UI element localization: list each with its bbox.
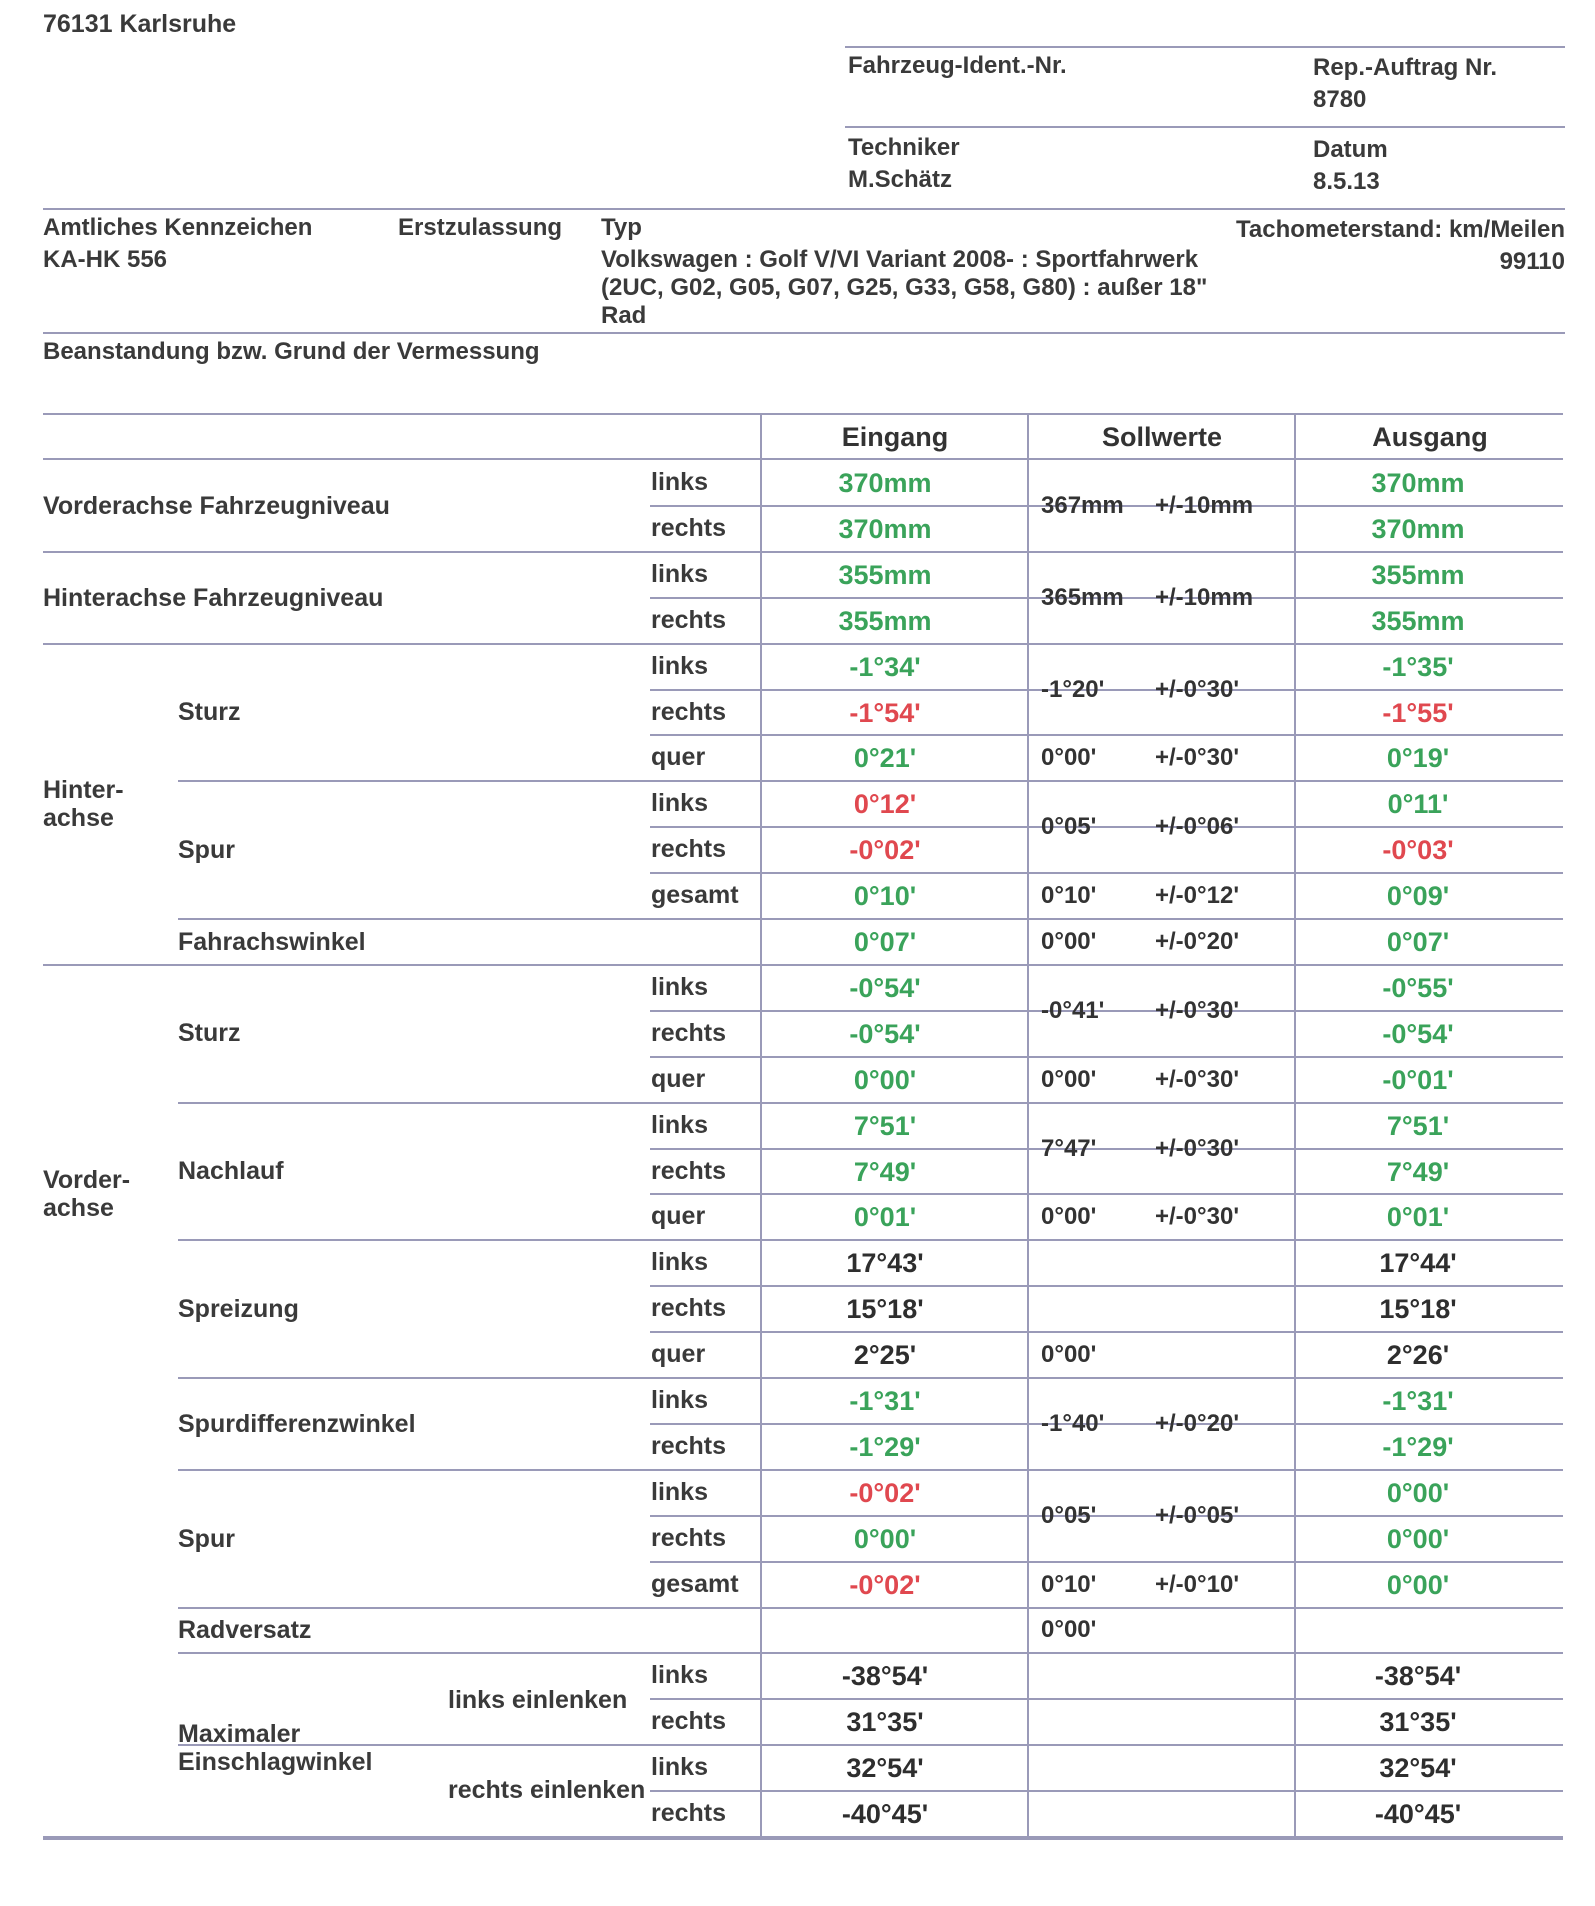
output-value: -0°03' <box>1382 835 1454 866</box>
input-value: -0°02' <box>849 835 921 866</box>
address: 76131 Karlsruhe <box>43 10 237 38</box>
input-value: 0°00' <box>853 1064 917 1095</box>
side-label: links <box>651 651 708 680</box>
column-output-header: Ausgang <box>1372 422 1488 452</box>
spec-nominal: 0°00' <box>1041 744 1097 772</box>
spec-nominal: 367mm <box>1041 491 1124 519</box>
spec-tolerance: +/-0°12' <box>1155 882 1240 910</box>
spec-tolerance: +/-10mm <box>1155 491 1254 519</box>
side-label: quer <box>651 1340 706 1369</box>
input-value: 0°00' <box>853 1523 917 1554</box>
input-value: -1°29' <box>849 1431 921 1462</box>
input-value: -1°54' <box>849 697 921 728</box>
row-divider <box>650 1515 1563 1517</box>
output-value: -0°54' <box>1382 1018 1454 1049</box>
output-value: 17°44' <box>1379 1248 1457 1279</box>
kingpin-inclination-label: Spreizung <box>178 1295 299 1323</box>
spec-tolerance: +/-0°30' <box>1155 744 1240 772</box>
row-divider <box>43 964 1563 966</box>
side-label: links <box>651 972 708 1001</box>
row-divider <box>43 551 1563 553</box>
side-label: links <box>651 1661 708 1690</box>
spec-tolerance: +/-0°30' <box>1155 675 1240 703</box>
output-value: 15°18' <box>1379 1294 1457 1325</box>
technician-value: M.Schätz <box>848 166 953 193</box>
toe-out-on-turns-label: Spurdifferenzwinkel <box>178 1410 416 1438</box>
divider <box>845 126 1565 128</box>
output-value: 32°54' <box>1379 1753 1457 1784</box>
output-value: 0°09' <box>1386 881 1450 912</box>
front-axle-label-line-1: Vorder- <box>43 1166 131 1194</box>
output-value: -1°55' <box>1382 697 1454 728</box>
output-value: 355mm <box>1371 559 1465 590</box>
column-input-header: Eingang <box>841 422 949 452</box>
front-camber-label: Sturz <box>178 1019 241 1047</box>
front-toe-label: Spur <box>178 1525 235 1553</box>
thrust-angle-label: Fahrachswinkel <box>178 928 366 956</box>
rear-camber-label: Sturz <box>178 698 241 726</box>
spec-nominal: 365mm <box>1041 583 1124 611</box>
vin-label: Fahrzeug-Ident.-Nr. <box>848 52 1067 79</box>
input-value: 0°12' <box>853 789 917 820</box>
column-spec-header: Sollwerte <box>1101 422 1223 452</box>
odometer-label: Tachometerstand: km/Meilen <box>1236 216 1565 243</box>
row-divider <box>650 734 1563 736</box>
row-divider <box>650 1423 1563 1425</box>
input-value: 0°10' <box>853 881 917 912</box>
side-label: rechts <box>651 1523 727 1552</box>
spec-tolerance: +/-0°30' <box>1155 1134 1240 1162</box>
input-value: -1°31' <box>849 1386 921 1416</box>
side-label: links <box>651 1248 708 1277</box>
output-value: -0°55' <box>1382 972 1454 1003</box>
front-axle-label <box>43 1166 130 1222</box>
column-divider <box>1027 413 1029 1837</box>
input-value: 0°07' <box>853 927 917 957</box>
input-value: 0°21' <box>853 743 917 774</box>
output-value: 0°11' <box>1387 789 1449 820</box>
spec-nominal: 7°47' <box>1041 1134 1097 1162</box>
spec-tolerance: +/-0°06' <box>1155 813 1240 841</box>
table-top-line <box>43 413 1563 415</box>
side-label: gesamt <box>651 881 739 910</box>
output-value: -40°45' <box>1374 1799 1462 1830</box>
input-value: -40°45' <box>841 1799 929 1830</box>
steer-left-label: links einlenken <box>448 1686 628 1714</box>
side-label: rechts <box>651 1707 727 1736</box>
row-divider <box>178 1652 1563 1654</box>
input-value: 31°35' <box>846 1707 924 1738</box>
side-label: quer <box>651 1064 706 1093</box>
row-divider <box>178 780 1563 782</box>
output-value: -1°29' <box>1382 1431 1454 1462</box>
type-line-1: Volkswagen : Golf V/VI Variant 2008- : Sportfahrwerk <box>601 246 1199 273</box>
front-axle-height-label: Vorderachse Fahrzeugniveau <box>43 492 390 520</box>
input-value: 15°18' <box>846 1294 924 1325</box>
output-value: -1°35' <box>1382 651 1454 682</box>
rear-axle-height-label: Hinterachse Fahrzeugniveau <box>43 584 384 612</box>
side-label: rechts <box>651 605 727 634</box>
row-divider <box>178 1469 1563 1471</box>
max-steer-angle-label <box>178 1720 373 1776</box>
side-label: rechts <box>651 1156 727 1185</box>
input-value: -0°54' <box>849 1018 921 1049</box>
max-steer-angle-label-line-2: Einschlagwinkel <box>178 1748 373 1776</box>
spec-tolerance: +/-0°30' <box>1155 1203 1240 1231</box>
output-value: 0°19' <box>1386 743 1450 774</box>
steer-right-label: rechts einlenken <box>448 1776 646 1804</box>
plate-value: KA-HK 556 <box>43 246 168 273</box>
side-label: gesamt <box>651 1569 739 1598</box>
output-value: -0°01' <box>1382 1064 1454 1095</box>
spec-nominal: 0°05' <box>1041 813 1097 841</box>
type-line-2: (2UC, G02, G05, G07, G25, G33, G58, G80) : außer 18" <box>601 274 1208 301</box>
output-value: 2°26' <box>1386 1340 1450 1371</box>
row-divider <box>650 1056 1563 1058</box>
registration-label: Erstzulassung <box>398 214 563 241</box>
row-divider <box>178 918 1563 920</box>
rear-axle-label <box>43 776 124 832</box>
type-label: Typ <box>601 214 642 241</box>
input-value: 32°54' <box>846 1753 924 1784</box>
column-divider <box>760 413 762 1837</box>
spec-tolerance: +/-0°30' <box>1155 996 1240 1024</box>
output-value: 0°01' <box>1386 1202 1450 1233</box>
side-label: quer <box>651 743 706 772</box>
input-value: -38°54' <box>841 1661 929 1692</box>
input-value: 370mm <box>838 513 932 544</box>
row-divider <box>650 1285 1563 1287</box>
spec-nominal: 0°05' <box>1041 1501 1097 1529</box>
side-label: rechts <box>651 1799 727 1828</box>
spec-tolerance: +/-0°30' <box>1155 1065 1240 1093</box>
row-divider <box>650 1698 1563 1700</box>
rear-axle-label-line-2: achse <box>43 804 114 832</box>
output-value: 0°00' <box>1386 1477 1450 1508</box>
output-value: 0°07' <box>1386 927 1450 957</box>
spec-tolerance: +/-0°20' <box>1155 1409 1240 1437</box>
spec-nominal: -0°41' <box>1041 996 1105 1024</box>
divider <box>43 208 1565 210</box>
max-steer-angle-label-line-1: Maximaler <box>178 1720 301 1748</box>
side-label: quer <box>651 1202 706 1231</box>
row-divider <box>650 826 1563 828</box>
divider <box>43 332 1565 334</box>
spec-nominal: 0°00' <box>1041 927 1097 955</box>
input-value: 355mm <box>838 559 932 590</box>
caster-label: Nachlauf <box>178 1157 284 1185</box>
input-value: 355mm <box>838 605 932 636</box>
spec-tolerance: +/-0°10' <box>1155 1570 1240 1598</box>
side-label: links <box>651 1753 708 1782</box>
row-divider <box>650 689 1563 691</box>
row-divider <box>650 1561 1563 1563</box>
spec-nominal: 0°00' <box>1041 1341 1097 1369</box>
input-value: 0°01' <box>853 1202 917 1233</box>
side-label: links <box>651 1110 708 1139</box>
date-value: 8.5.13 <box>1313 168 1380 195</box>
order-label: Rep.-Auftrag Nr. <box>1313 54 1498 81</box>
output-value: 0°00' <box>1386 1569 1450 1600</box>
output-value: -38°54' <box>1374 1661 1462 1692</box>
header-bottom-line <box>43 458 1563 460</box>
input-value: -1°34' <box>849 651 921 682</box>
table-bottom-line <box>43 1838 1563 1840</box>
rear-toe-label: Spur <box>178 836 235 864</box>
row-divider <box>178 1102 1563 1104</box>
spec-tolerance: +/-0°05' <box>1155 1501 1240 1529</box>
input-value: 7°51' <box>853 1110 917 1141</box>
input-value: 17°43' <box>846 1248 924 1279</box>
row-divider <box>650 1193 1563 1195</box>
input-value: -0°54' <box>849 972 921 1003</box>
setback-label: Radversatz <box>178 1616 312 1644</box>
input-value: 370mm <box>838 468 932 498</box>
output-value: 0°00' <box>1386 1523 1450 1554</box>
spec-nominal: -1°40' <box>1041 1409 1105 1437</box>
input-value: -0°02' <box>849 1569 921 1600</box>
row-divider <box>178 1239 1563 1241</box>
side-label: rechts <box>651 1431 727 1460</box>
output-value: 7°49' <box>1386 1156 1450 1187</box>
output-value: 31°35' <box>1379 1707 1457 1738</box>
plate-label: Amtliches Kennzeichen <box>43 214 313 241</box>
column-divider <box>1294 413 1296 1837</box>
output-value: 7°51' <box>1386 1110 1450 1141</box>
spec-tolerance: +/-10mm <box>1155 583 1254 611</box>
technician-label: Techniker <box>848 134 960 161</box>
side-label: links <box>651 1477 708 1506</box>
rear-axle-label-line-1: Hinter- <box>43 776 124 804</box>
output-value: -1°31' <box>1382 1386 1454 1416</box>
output-value: 355mm <box>1371 605 1465 636</box>
row-divider <box>43 643 1563 645</box>
output-value: 370mm <box>1371 513 1465 544</box>
spec-nominal: 0°00' <box>1041 1616 1097 1644</box>
side-label: rechts <box>651 1018 727 1047</box>
side-label: rechts <box>651 697 727 726</box>
side-label: rechts <box>651 513 727 542</box>
row-divider <box>650 1790 1563 1792</box>
odometer-value: 99110 <box>1499 248 1565 275</box>
spec-nominal: 0°00' <box>1041 1065 1097 1093</box>
side-label: rechts <box>651 1294 727 1323</box>
input-value: -0°02' <box>849 1477 921 1508</box>
output-value: 370mm <box>1371 468 1465 498</box>
row-divider <box>650 1331 1563 1333</box>
side-label: rechts <box>651 835 727 864</box>
row-divider <box>650 1148 1563 1150</box>
spec-tolerance: +/-0°20' <box>1155 927 1240 955</box>
order-value: 8780 <box>1313 86 1367 113</box>
side-label: links <box>651 559 708 588</box>
side-label: links <box>651 468 708 496</box>
spec-nominal: 0°00' <box>1041 1203 1097 1231</box>
date-label: Datum <box>1313 136 1388 163</box>
front-axle-label-line-2: achse <box>43 1194 114 1222</box>
row-divider <box>178 1744 1563 1746</box>
spec-nominal: 0°10' <box>1041 1570 1097 1598</box>
row-divider <box>178 1377 1563 1379</box>
spec-nominal: -1°20' <box>1041 675 1105 703</box>
input-value: 2°25' <box>853 1340 917 1371</box>
complaint-label: Beanstandung bzw. Grund der Vermessung <box>43 338 540 365</box>
divider <box>845 46 1565 48</box>
spec-nominal: 0°10' <box>1041 882 1097 910</box>
type-line-3: Rad <box>601 302 647 329</box>
row-divider <box>650 1010 1563 1012</box>
row-divider <box>650 872 1563 874</box>
row-divider <box>178 1607 1563 1609</box>
input-value: 7°49' <box>853 1156 917 1187</box>
side-label: links <box>651 1386 708 1414</box>
side-label: links <box>651 789 708 818</box>
